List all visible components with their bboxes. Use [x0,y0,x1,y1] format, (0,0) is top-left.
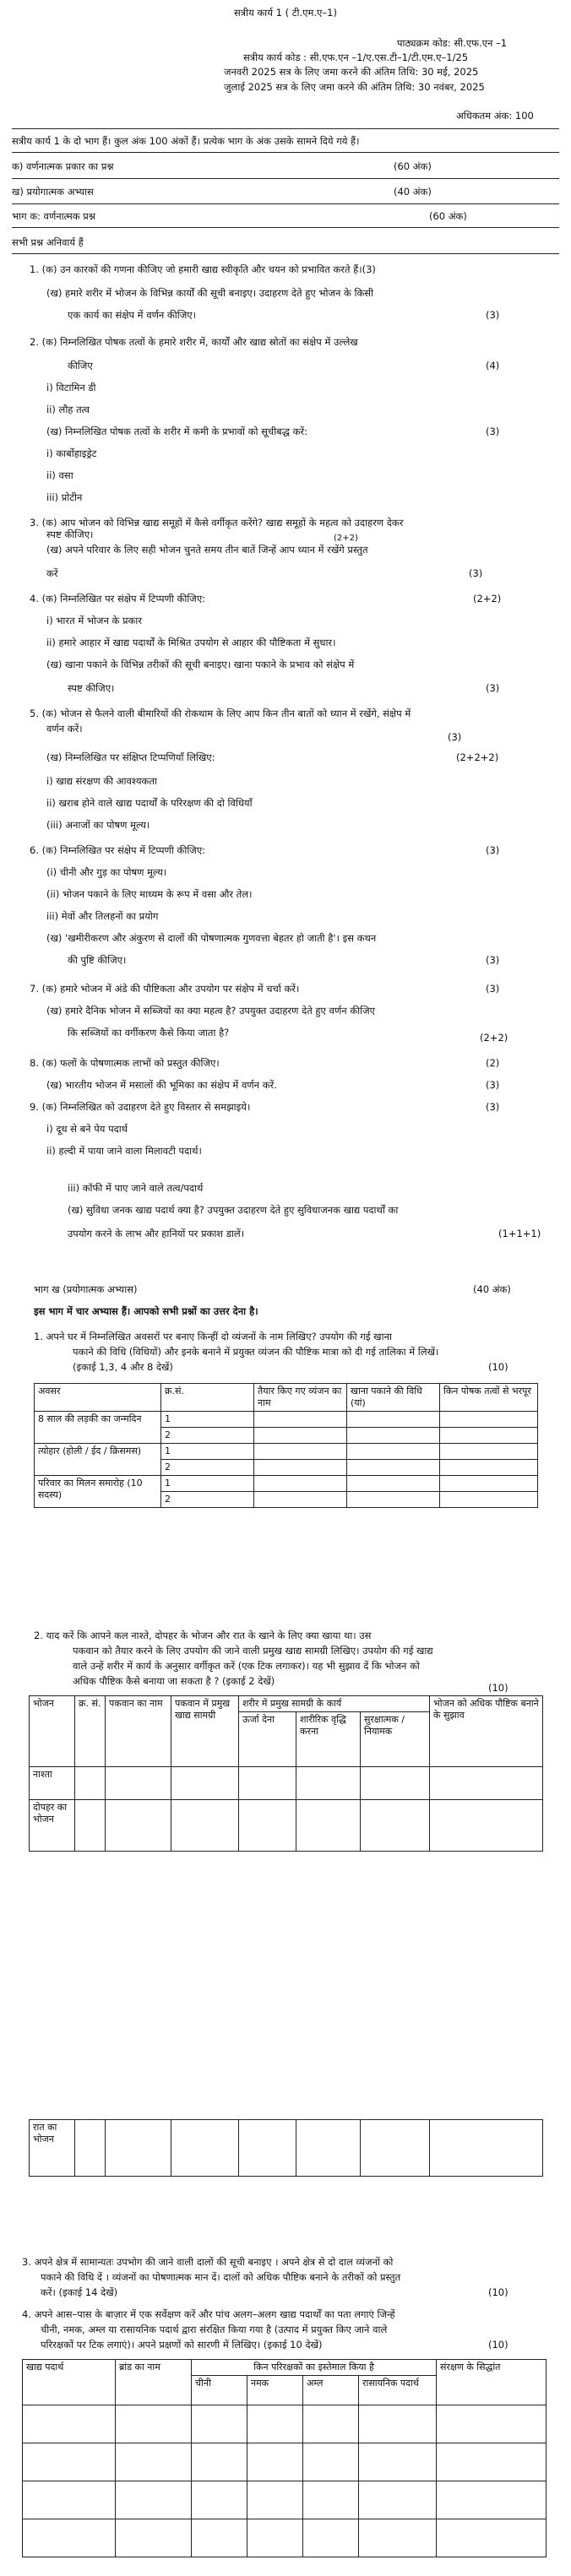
table-cell [192,2481,247,2519]
question-item: (ii) भोजन पकाने के लिए माध्यम के रूप में वसा और तेल। [46,888,253,900]
table-cell [440,1412,538,1428]
question-marks: (2) [486,1057,500,1069]
table-cell [437,2519,547,2557]
question-marks: (1+1+1) [498,1228,541,1239]
preservation-table [22,2359,547,2557]
table-cell [116,2519,192,2557]
question-marks: (3) [486,426,500,437]
exercise-1-unit: (इकाई 1,3, 4 और 8 देखें) [73,1361,173,1373]
exercise-marks: (10) [488,2286,508,2298]
table-cell [239,1767,296,1800]
assignment-title: सत्रीय कार्य 1 ( टी.एम.ए–1) [234,7,337,19]
divider [12,128,559,129]
question-marks: (2+2) [334,534,358,543]
table-cell [254,1444,347,1460]
table-cell [116,2443,192,2481]
table-header: चीनी [192,2376,247,2405]
table-cell [359,2481,437,2519]
table-cell [303,2519,359,2557]
question-marks: (3) [486,682,500,694]
table-header: भोजन [30,1696,75,1767]
question-4b: (ख) खाना पकाने के विभिन्न तरीकों की सूची बनाइए। खाना पकाने के प्रभाव को संक्षेप में [46,659,355,670]
table-cell [254,1492,347,1508]
table-cell [254,1476,347,1492]
table-cell [359,2443,437,2481]
question-7b: (ख) हमारे दैनिक भोजन में सब्जियों का क्या महत्व है? उपयुक्त उदाहरण देते हुए वर्णन कीजिए [46,1005,375,1017]
table-header: पकवान का नाम [106,1696,171,1767]
table-cell [347,1444,440,1460]
table-header: खाना पकाने की विधि (यां) [347,1384,440,1412]
table-cell [347,1428,440,1444]
question-marks: (3) [486,309,500,321]
question-item: ii) वसा [46,469,73,481]
table-header: अम्ल [303,2376,359,2405]
table-cell: 2 [161,1460,254,1476]
meal-table [29,1695,543,1852]
table-cell [440,1476,538,1492]
table-header-row [35,1384,538,1412]
table-cell [296,1767,361,1800]
section-a-marks: (60 अंक) [429,210,467,222]
table-cell [254,1412,347,1428]
question-6b-cont: की पुष्टि कीजिए। [68,954,127,966]
section-a-title: भाग क: वर्णनात्मक प्रश्न [12,210,95,222]
table-cell [192,2519,247,2557]
table-row [35,1412,538,1428]
table-header: सुरक्षात्मक / नियामक [361,1712,430,1767]
table-cell: 1 [161,1412,254,1428]
exercise-2-cont: वाले उन्हें शरीर में कार्य के अनुसार वर्गीकृत करें (एक टिक लगाकर)। यह भी सुझाव दें कि भोजन को [73,1660,420,1672]
table-cell: 8 साल की लड़की का जन्मदिन [35,1412,161,1444]
question-item: ii) हमारे आहार में खाद्य पदार्थों के मिश्रित उपयोग से आहार की पौष्टिकता में सुधार। [46,637,336,648]
exercise-4: 4. अपने आस–पास के बाज़ार में एक सर्वेक्षण करें और पांच अलग–अलग खाद्य पदार्थों का पता लगाएं जिन्हें [22,2308,395,2320]
table-header: अवसर [35,1384,161,1412]
table-header: खाद्य पदार्थ [23,2360,116,2405]
question-item: i) विटामिन डी [46,382,96,393]
table-row [30,1800,543,1852]
table-cell [23,2405,116,2443]
question-item: i) दूध से बने पेय पदार्थ [46,1123,128,1135]
exercise-1-cont: पकाने की विधि (विधियों) और इनके बनाने में प्रयुक्त व्यंजन की पौष्टिक मात्रा को दी गई तालिका में लिखें। [73,1346,439,1358]
divider [12,178,559,179]
question-2a: 2. (क) निम्नलिखित पोषक तत्वों के हमारे शरीर में, कार्यों और खाद्य स्रोतों का संक्षेप में उल्लेख [30,336,358,348]
table-row [30,2120,543,2177]
question-marks: (3) [486,983,500,995]
table-header-row [30,1696,543,1712]
table-cell [23,2481,116,2519]
divider [12,227,559,228]
question-9b: (ख) सुविधा जनक खाद्य पदार्थ क्या है? उपयुक्त उदाहरण देते हुए सुविधाजनक खाद्य पदार्थों का [68,1204,399,1216]
question-8b: (ख) भारतीय भोजन में मसालों की भूमिका का संक्षेप में वर्णन करें. [46,1079,277,1091]
table-cell [440,1444,538,1460]
table-row [23,2405,547,2443]
question-marks: (3) [448,731,462,743]
question-marks: (3) [486,954,500,966]
table-cell [171,2120,239,2177]
part-b-title: भाग ख (प्रयोगात्मक अभ्यास) [34,1283,138,1295]
question-1b: (ख) हमारे शरीर में भोजन के विभिन्न कार्यों की सूची बनाइए। उदाहरण देते हुए भोजन के किसी [46,287,374,299]
question-marks: (3) [486,844,500,856]
table-cell [437,2405,547,2443]
question-marks: (2+2) [480,1032,508,1044]
question-2a-cont: कीजिए [68,360,93,371]
table-row [35,1476,538,1492]
dinner-table [29,2119,543,2177]
question-marks: (2+2+2) [456,751,499,763]
question-marks: (3) [486,1079,500,1091]
table-cell [75,1767,106,1800]
exercise-2: 2. याद करें कि आपने कल नाश्ते, दोपहर के भोजन और रात के खाने के लिए क्या खाया था। उस [34,1630,372,1641]
table-cell [296,2120,361,2177]
question-marks: (3) [486,1101,500,1113]
jan-deadline: जनवरी 2025 सत्र के लिए जमा करने की अंतिम तिथि: 30 मई, 2025 [224,66,479,78]
table-row [35,1444,538,1460]
table-cell: त्योहार (होली / ईद / क्रिसमस) [35,1444,161,1476]
table-cell [106,1767,171,1800]
table-cell: नाश्ता [30,1767,75,1800]
table-header: क्र. सं. [75,1696,106,1767]
table-cell [303,2405,359,2443]
divider [12,152,559,153]
question-4a: 4. (क) निम्नलिखित पर संक्षेप में टिप्पणी कीजिए: [30,593,206,605]
part-a-label: क) वर्णनात्मक प्रकार का प्रश्न [12,160,114,172]
exercise-2-cont: अधिक पौष्टिक कैसे बनाया जा सकता है ? (इकाई 2 देखें) [73,1675,275,1687]
table-cell [247,2519,303,2557]
exercise-marks: (10) [488,2339,508,2351]
question-marks: (4) [486,360,500,371]
question-6a: 6. (क) निम्नलिखित पर संक्षेप में टिप्पणी कीजिए: [30,844,206,856]
exercise-1: 1. अपने घर में निम्नलिखित अवसरों पर बनाए किन्हीं दो व्यंजनों के नाम लिखिए? उपयोग की गई खाना [34,1331,392,1342]
table-cell [75,1800,106,1852]
table-cell [303,2443,359,2481]
table-cell [430,1800,543,1852]
question-9a: 9. (क) निम्नलिखित को उदाहरण देते हुए विस्तार से समझाइये। [30,1101,251,1113]
question-3a-cont: स्पष्ट कीजिए। [46,529,94,540]
table-header: पकवान में प्रमुख खाद्य सामग्री [171,1696,239,1767]
exercise-4-cont: परिरक्षकों पर टिक लगाएं)। अपने प्रक्षणों को सारणी में लिखिए। (इकाई 10 देखें) [41,2339,323,2351]
exercise-3: 3. अपने क्षेत्र में सामान्यतः उपभोग की जाने वाली दालों की सूची बनाइए । अपने क्षेत्र से दो दाल व्यंजनों को [22,2256,394,2268]
question-3b: (ख) अपने परिवार के लिए सही भोजन चुनते समय तीन बातें जिन्हें आप ध्यान में रखेंगे प्रस्तुत [46,544,368,556]
table-header: क्र.सं. [161,1384,254,1412]
table-cell [359,2519,437,2557]
table-cell: दोपहर का भोजन [30,1800,75,1852]
question-item: i) खाद्य संरक्षण की आवश्यकता [46,775,157,787]
table-cell [361,1800,430,1852]
table-cell [347,1492,440,1508]
part-b-marks: (40 अंक) [473,1283,511,1295]
table-header: संरक्षण के सिद्धांत [437,2360,547,2405]
table-cell: 2 [161,1428,254,1444]
exercise-marks: (10) [488,1361,508,1373]
table-cell: परिवार का मिलन समारोह (10 सदस्य) [35,1476,161,1508]
table-row [23,2443,547,2481]
assignment-code: सत्रीय कार्य कोड : सी.एफ.एन –1/ए.एस.टी–1/टी.एम.ए–1/25 [243,52,469,63]
table-header: तैयार किए गए व्यंजन का नाम [254,1384,347,1412]
table-cell [347,1412,440,1428]
table-header: ऊर्जा देना [239,1712,296,1767]
table-cell [440,1428,538,1444]
table-header: किन परिरक्षकों का इस्तेमाल किया है [192,2360,437,2376]
part-a-marks: (60 अंक) [394,160,432,172]
intro-text: सत्रीय कार्य 1 के दो भाग हैं। कुल अंक 100 अंकों हैं। प्रत्येक भाग के अंक उसके सामने दिये गये हैं। [12,135,360,147]
question-1b-cont: एक कार्य का संक्षेप में वर्णन कीजिए। [68,309,196,321]
question-item: i) कार्बोहाइड्रेट [46,447,97,459]
question-8a: 8. (क) फलों के पोषणात्मक लाभों को प्रस्तुत कीजिए। [30,1057,220,1069]
part-b-label: ख) प्रयोगात्मक अभ्यास [12,186,94,198]
occasion-table [34,1383,538,1508]
table-row [23,2481,547,2519]
part-b-marks: (40 अंक) [394,186,432,198]
question-3b-cont: करें [46,567,58,579]
question-marks: (2+2) [473,593,502,605]
question-item: ii) हल्दी में पाया जाने वाला मिलावटी पदार्थ। [46,1145,202,1157]
jul-deadline: जुलाई 2025 सत्र के लिए जमा करने की अंतिम तिथि: 30 नवंबर, 2025 [224,81,485,93]
table-cell [440,1492,538,1508]
question-2b: (ख) निम्नलिखित पोषक तत्वों के शरीर में कमी के प्रभावों को सूचीबद्ध करें: [46,426,307,437]
table-header: ब्रांड का नाम [116,2360,192,2405]
table-cell [247,2405,303,2443]
table-cell [437,2443,547,2481]
course-code: पाठ्यक्रम कोड: सी.एफ.एन –1 [397,37,508,49]
table-cell [303,2481,359,2519]
exercise-2-cont: पकवान को तैयार करने के लिए उपयोग की जाने वाली प्रमुख खाद्य सामग्री लिखिए। उपयोग की गई खाद्य [73,1645,433,1657]
table-header: शरीर में प्रमुख सामग्री के कार्य [239,1696,430,1712]
question-7b-cont: कि सब्जियों का वर्गीकरण कैसे किया जाता है? [68,1027,230,1039]
table-cell [116,2481,192,2519]
table-row [23,2519,547,2557]
table-cell [359,2405,437,2443]
table-cell [106,2120,171,2177]
table-cell [75,2120,106,2177]
table-cell: 1 [161,1476,254,1492]
question-5a-cont: वर्णन करें। [46,723,83,735]
question-marks: (3) [469,567,483,579]
table-cell [347,1460,440,1476]
table-header: नमक [247,2376,303,2405]
table-row [30,1767,543,1800]
table-cell [116,2405,192,2443]
question-1a: 1. (क) उन कारकों की गणना कीजिए जो हमारी खाद्य स्वीकृति और चयन को प्रभावित करते हैं।(3) [30,263,376,275]
question-item: i) भारत में भोजन के प्रकार [46,615,143,626]
table-cell [192,2405,247,2443]
table-cell [247,2443,303,2481]
table-cell: 2 [161,1492,254,1508]
table-cell [192,2443,247,2481]
question-7a: 7. (क) हमारे भोजन में अंडे की पौष्टिकता और उपयोग पर संक्षेप में चर्चा करें। [30,983,300,995]
exercise-4-cont: चीनी, नमक, अम्ल या रासायनिक पदार्थ द्वारा संरक्षित किया गया है (उत्पाद में प्रयुक्त किए जाने वाले [41,2324,388,2335]
table-cell: 1 [161,1444,254,1460]
question-item: ii) लौह तत्व [46,404,90,415]
table-cell [347,1476,440,1492]
question-5b: (ख) निम्नलिखित पर संक्षिप्त टिप्पणियाँ लिखिए: [46,751,215,763]
max-marks: अधिकतम अंक: 100 [456,110,534,122]
exercise-3-cont: करें। (इकाई 14 देखें) [41,2286,118,2298]
question-item: ii) खराब होने वाले खाद्य पदार्थों के परिरक्षण की दो विधियाँ [46,797,253,809]
question-3a: 3. (क) आप भोजन को विभिन्न खाद्य समूहों में कैसे वर्गीकृत करेंगे? खाद्य समूहों के महत्व को उदाहरण देकर [30,517,404,529]
table-header: किन पोषक तत्वों से भरपूर [440,1384,538,1412]
table-cell [254,1460,347,1476]
question-4b-cont: स्पष्ट कीजिए। [68,682,115,694]
part-b-instruction: इस भाग में चार अभ्यास हैं। आपको सभी प्रश्नों का उत्तर देना है। [34,1305,258,1317]
table-cell [106,1800,171,1852]
table-cell [437,2481,547,2519]
table-cell [171,1767,239,1800]
table-cell [171,1800,239,1852]
table-cell [254,1428,347,1444]
table-cell [361,1767,430,1800]
table-cell [23,2519,116,2557]
exercise-3-cont: पकाने की विधि दें । व्यंजनों का पोषणात्मक मान दें। दालों को अधिक पौष्टिक बनाने के तरीकों को प्रस्तुत [41,2271,401,2283]
table-cell [440,1460,538,1476]
table-cell [430,1767,543,1800]
question-item: (i) चीनी और गुड़ का पोषण मूल्य। [46,866,167,878]
table-cell [296,1800,361,1852]
divider [12,203,559,204]
divider [12,253,559,254]
table-header: भोजन को अधिक पौष्टिक बनाने के सुझाव [430,1696,543,1767]
exercise-marks: (10) [488,1682,508,1694]
table-header: शारीरिक वृद्धि करना [296,1712,361,1767]
compulsory-note: सभी प्रश्न अनिवार्य हैं [12,236,84,248]
table-cell [247,2481,303,2519]
table-cell [239,1800,296,1852]
question-5a: 5. (क) भोजन से फैलने वाली बीमारियों की रोकथाम के लिए आप किन तीन बातों को ध्यान में रखेंगे, संक्षेप में [30,708,411,719]
table-cell [239,2120,296,2177]
table-cell [430,2120,543,2177]
question-item: iii) मेवों और तिलहनों का प्रयोग [46,910,159,922]
question-6b: (ख) 'खमीरीकरण और अंकुरण से दालों की पोषणात्मक गुणवत्ता बेहतर हो जाती है'। इस कथन [46,932,377,944]
table-header-row [23,2360,547,2376]
table-cell [23,2443,116,2481]
question-item: iii) प्रोटीन [46,491,83,503]
table-header: रासायनिक पदार्थ [359,2376,437,2405]
table-cell: रात का भोजन [30,2120,75,2177]
table-cell [361,2120,430,2177]
question-9b-cont: उपयोग करने के लाभ और हानियों पर प्रकाश डालें। [68,1228,245,1239]
question-item: iii) कॉफी में पाए जाने वाले तत्व/पदार्थ [68,1182,204,1194]
question-item: (iii) अनाजों का पोषण मूल्य। [46,819,150,831]
